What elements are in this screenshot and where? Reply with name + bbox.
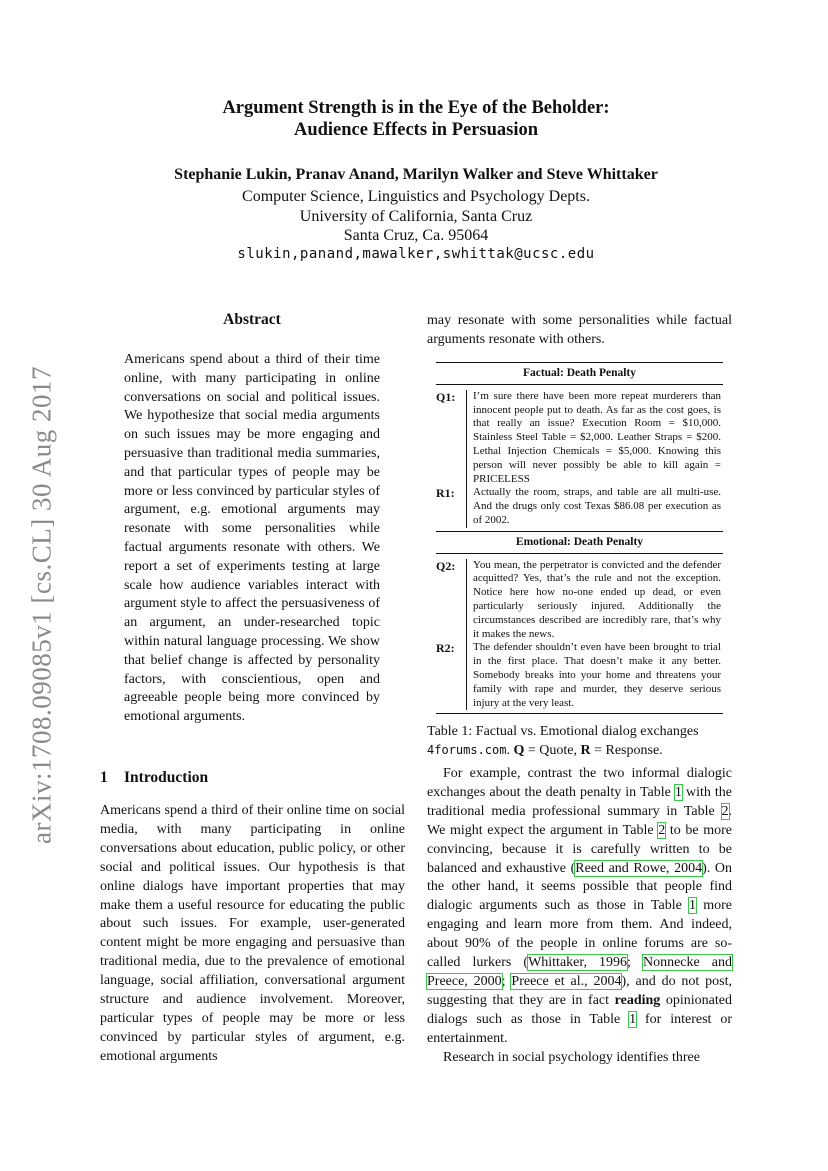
cite-whittaker[interactable]: Whittaker, 1996: [528, 955, 628, 971]
text-run: opinionated dialogs such as those in Table: [427, 992, 732, 1027]
abstract-heading: Abstract: [223, 311, 281, 328]
table-row-r2: [436, 641, 723, 710]
table-header-emotional: Emotional: Death Penalty: [436, 531, 723, 554]
paragraph-example: [427, 765, 732, 1049]
section-title: Introduction: [124, 769, 209, 786]
caption-r-def: = Response.: [590, 743, 663, 758]
table-row-r1: [436, 486, 723, 527]
arxiv-identifier: arXiv:1708.09085v1 [cs.CL] 30 Aug 2017: [26, 366, 57, 844]
text-run: more engaging and learn more from them. And indeed, about 90% of the people in online forums are so-called lurkers (: [427, 898, 732, 971]
text-run: For example, contrast the two informal dialogic exchanges about the death penalty in Table: [427, 766, 732, 800]
cite-nonnecke-preece[interactable]: Nonnecke and Preece, 2000: [427, 955, 733, 989]
row-text: I’m sure there have been more repeat murderers than innocent people put to death. As far as the cost goes, is that really an issue? Execution Room = $10,000. Stainless Steel Table = $2,000. Leather Straps = $200. Lethal Injection Chemicals = $5,000. Knowing this person will never possibly be able to kill again = PRICELESS: [466, 390, 723, 487]
table-row-q2: [436, 559, 723, 642]
title-line-1: Argument Strength is in the Eye of the Beholder:: [222, 98, 610, 118]
row-label: Q1:: [436, 389, 456, 404]
factual-exchange: [436, 385, 723, 531]
row-label: Q2:: [436, 558, 456, 573]
row-text: The defender shouldn’t even have been brought to trial in the first place. That doesn’t make it any better. Somebody breaks into your home and threatens your family with rape and murder, they deserve serious injury at the very least.: [466, 641, 723, 710]
ref-table-1[interactable]: 1: [674, 784, 682, 800]
introduction-continuation: may resonate with some personalities while factual arguments resonate with others.: [427, 313, 732, 347]
section-number: 1: [100, 769, 108, 786]
table-1: [436, 362, 723, 714]
bold-reading: reading: [614, 992, 661, 1008]
ref-table-1[interactable]: 1: [629, 1011, 637, 1027]
table-header-factual: Factual: Death Penalty: [436, 363, 723, 385]
text-run: . We might expect the argument in Table: [427, 803, 732, 838]
introduction-body: Americans spend a third of their online time on social media, with many participating in online conversations about education, public policy, or other social and political issues. Our hypothesis is that online dialogs have important properties that may make them a useful resource for educating the public about such issues. For example, user-generated content might be more engaging and persuasive than traditional media, due to the prevalence of emotional language, social affiliation, conversational argument structure and audience involvement. Moreover, particular types of people may be more or less convinced by particular styles of argument, e.g. emotional arguments: [100, 803, 405, 1064]
row-label: R2:: [436, 641, 455, 656]
paper-title: [100, 97, 732, 141]
text-run: to be more convincing, because it is carefully written to be balanced and exhaustive (: [427, 822, 732, 876]
text-run: with the traditional media professional summary in Table: [427, 784, 732, 819]
table-1-caption: Table 1: Factual vs. Emotional dialog exchanges 4forums.com. Q = Quote, R = Response.: [427, 724, 699, 758]
row-text: Actually the room, straps, and table are all multi-use. And the drugs only cost Texas $86.08 per execution as of 2002.: [466, 486, 723, 527]
cite-reed-rowe[interactable]: Reed and Rowe, 2004: [575, 860, 703, 876]
affiliation-line-3: Santa Cruz, Ca. 95064: [343, 227, 489, 244]
title-line-2: Audience Effects in Persuasion: [293, 120, 539, 140]
abstract-body: Americans spend about a third of their time online, with many participating in online conversations on social and political issues. We hypothesize that social media arguments on such issues may be more engaging and persuasive than traditional media summaries, and that particular types of people may be more or less convinced by particular styles of argument, e.g. emotional arguments may resonate with some personalities while factual arguments resonate with others. We report a set of experiments testing at large scale how audience variables interact with argument style to affect the persuasiveness of an argument, an under-researched topic within natural language processing. We show that belief change is affected by personality factors, with conscientious, open and agreeable people being more convinced by emotional arguments.: [124, 352, 380, 725]
caption-q-def: = Quote,: [524, 743, 581, 758]
right-column-body: [427, 765, 732, 1068]
caption-site: 4forums.com: [427, 743, 507, 757]
table-row-q1: [436, 390, 723, 487]
section-heading-introduction: [100, 769, 208, 787]
affiliation-line-2: University of California, Santa Cruz: [299, 208, 533, 225]
emotional-exchange: [436, 554, 723, 714]
affiliation-line-1: Computer Science, Linguistics and Psychology Depts.: [242, 188, 590, 205]
text-run: ;: [627, 955, 643, 971]
caption-r: R: [580, 743, 591, 758]
text-run: ), and do not post, suggesting that they are in fact: [427, 973, 732, 1008]
caption-q: Q: [513, 743, 525, 758]
ref-table-1[interactable]: 1: [689, 898, 697, 914]
text-run: ;: [501, 973, 512, 989]
text-run: for interest or entertainment.: [427, 1011, 732, 1046]
row-label: R1:: [436, 486, 455, 501]
arxiv-sidebar: [22, 360, 62, 850]
author-emails: slukin,panand,mawalker,swhittak@ucsc.edu: [237, 246, 595, 262]
paragraph-research: Research in social psychology identifies three: [443, 1049, 700, 1065]
authors: Stephanie Lukin, Pranav Anand, Marilyn Walker and Steve Whittaker: [174, 166, 658, 183]
ref-table-2[interactable]: 2: [658, 822, 666, 838]
ref-table-2[interactable]: 2: [721, 803, 729, 819]
text-run: ). On the other hand, it seems possible that people find dialogic arguments such as those in Table: [427, 860, 732, 914]
caption-text: Table 1: Factual vs. Emotional dialog exchanges: [427, 724, 699, 739]
cite-preece[interactable]: Preece et al., 2004: [511, 973, 622, 989]
row-text: You mean, the perpetrator is convicted and the defender acquitted? Yes, that’s the rule and not the exception. Notice here how no-one ended up dead, or even particularly seriously injured. Additionally the circumstances described are incredibly rare, that’s why it makes the news.: [466, 559, 723, 642]
